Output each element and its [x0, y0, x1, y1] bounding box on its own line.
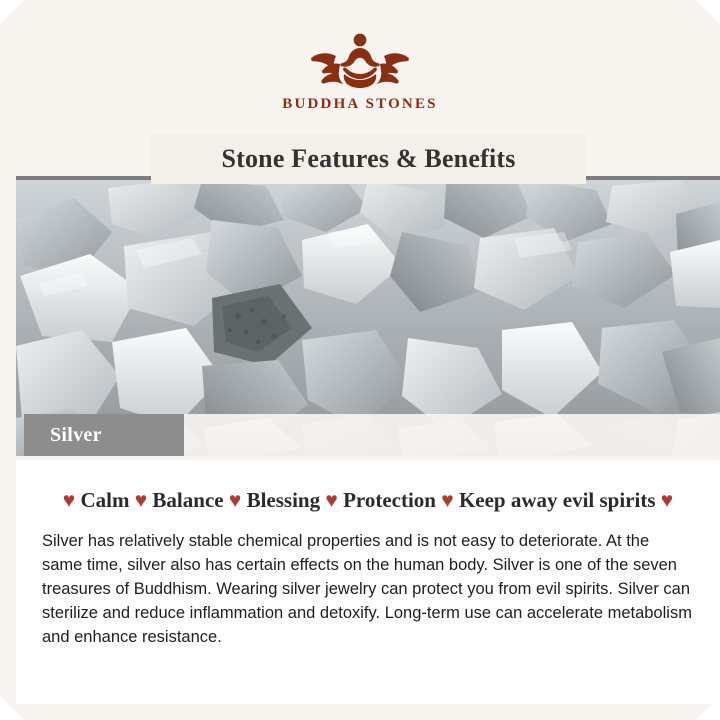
lotus-meditation-icon: [280, 22, 440, 94]
photo-label-strip: [184, 414, 720, 456]
page-title-text: Stone Features & Benefits: [221, 144, 516, 173]
brand-name: BUDDHA STONES: [282, 96, 438, 112]
benefits-description: Silver has relatively stable chemical properties and is not easy to deteriorate. At the same time, silver also has certain effects on the human body. Silver is one of the seven treasures of Buddhism. Wearing silver jewelry can protect you from evil spirits. Silver can sterilize and reduce inflammation and detoxify. Long-term use can accelerate metabolism and enhance resistance.: [42, 532, 692, 647]
cream-panel: [8, 8, 712, 712]
stone-name-badge: [24, 414, 184, 456]
benefits-keywords: ♥ Calm ♥ Balance ♥ Blessing ♥ Protection ♥ Keep away evil spirits ♥: [62, 488, 674, 512]
brand-block: [8, 22, 712, 113]
page-title: [151, 134, 586, 184]
stone-photo: [16, 180, 720, 456]
benefits-section: [16, 460, 720, 704]
stone-name-text: Silver: [50, 423, 102, 446]
